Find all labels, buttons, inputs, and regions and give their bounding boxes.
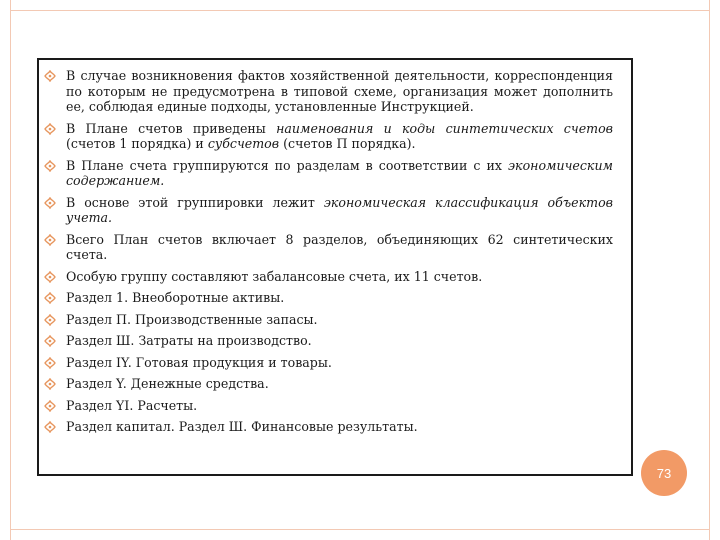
ornament-bullet-icon (44, 160, 56, 172)
frame-left-line (10, 0, 11, 540)
list-item (39, 333, 631, 349)
page-number: 73 (641, 450, 687, 496)
item-text: Раздел 1. Внеоборотные активы. (66, 290, 285, 305)
ornament-bullet-icon (44, 292, 56, 304)
item-text: (счетов 1 порядка) и (66, 136, 208, 151)
list-item (39, 376, 631, 392)
item-text-italic: субсчетов (207, 136, 280, 151)
list-item (39, 269, 631, 285)
item-text: (счетов П порядка). (279, 136, 416, 151)
page-number-badge (637, 446, 691, 500)
ornament-bullet-icon (44, 271, 56, 283)
ornament-bullet-icon (44, 234, 56, 246)
list-item (39, 121, 631, 152)
ornament-bullet-icon (44, 197, 56, 209)
ornament-bullet-icon (44, 123, 56, 135)
item-text: В основе этой группировки лежит (66, 194, 324, 210)
frame-right-line (709, 0, 710, 540)
list-item (39, 355, 631, 371)
item-text: Особую группу составляют забалансовые счета, их 11 счетов. (66, 268, 483, 284)
item-text: Раздел IY. Готовая продукция и товары. (66, 354, 332, 370)
item-text: Всего План счетов включает 8 разделов, объединяющих 62 синтетических счета. (66, 231, 613, 262)
item-text: Раздел Y. Денежные средства. (66, 376, 269, 391)
item-text: В Плане счета группируются по разделам в соответствии с их (66, 157, 508, 173)
list-item (39, 158, 631, 189)
item-text: Раздел капитал. Раздел Ш. Финансовые результаты. (66, 419, 418, 434)
ornament-bullet-icon (44, 421, 56, 433)
item-text: Раздел YI. Расчеты. (66, 397, 198, 413)
item-text: Раздел Ш. Затраты на производство. (66, 333, 312, 348)
item-text-italic: экономическая классификация объектов учета. (66, 194, 613, 225)
item-text: Раздел П. Производственные запасы. (66, 311, 318, 327)
list-item (39, 232, 631, 263)
item-text-italic: наименования и коды синтетических счетов (276, 120, 613, 136)
list-item (39, 68, 631, 115)
ornament-bullet-icon (44, 378, 56, 390)
ornament-bullet-icon (44, 357, 56, 369)
ornament-bullet-icon (44, 314, 56, 326)
list-item (39, 419, 631, 435)
item-text-italic: экономическим содержанием. (66, 157, 613, 188)
ornament-bullet-icon (44, 400, 56, 412)
list-item (39, 312, 631, 328)
item-text: В случае возникновения фактов хозяйственной деятельности, корреспонденция по которым не предусмотрена в типовой схеме, организация может дополнить ее, соблюдая единые подходы, установленные Инструкцией. (66, 68, 613, 114)
item-text: В Плане счетов приведены (66, 120, 277, 136)
bullet-list (39, 68, 631, 441)
list-item (39, 195, 631, 226)
content-box (37, 58, 633, 476)
ornament-bullet-icon (44, 70, 56, 82)
list-item (39, 398, 631, 414)
list-item (39, 290, 631, 306)
ornament-bullet-icon (44, 335, 56, 347)
